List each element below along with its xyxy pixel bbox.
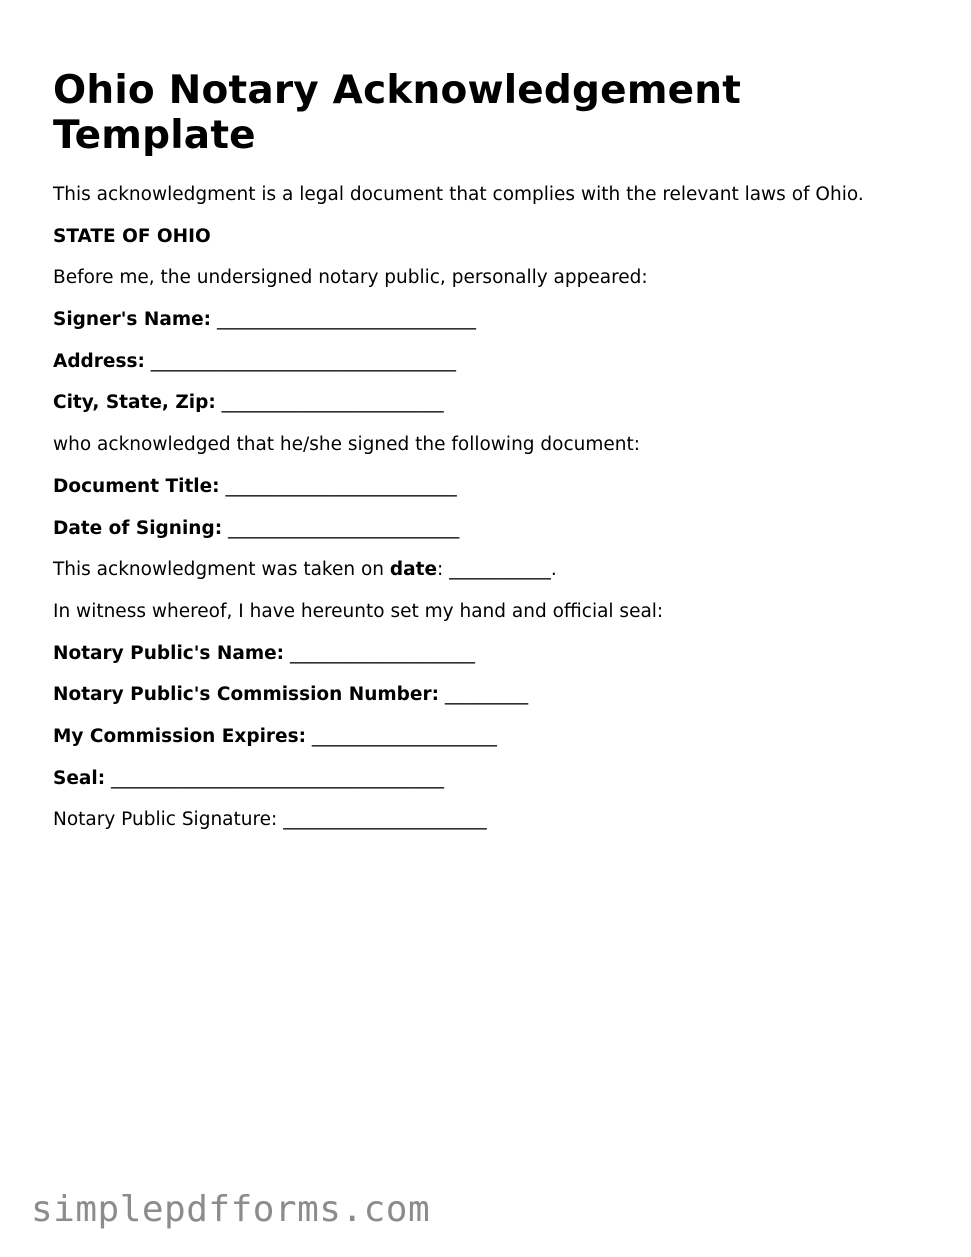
document-title-blank: _________________________: [225, 475, 457, 497]
notary-name-blank: ____________________: [289, 642, 475, 664]
commission-expires-field: [53, 726, 933, 768]
taken-on-date-word: date: [389, 559, 438, 581]
witness-text: In witness whereof, I have hereunto set my hand and official seal:: [53, 600, 664, 622]
address-blank: _________________________________: [150, 350, 457, 372]
date-of-signing-field: [53, 518, 933, 560]
acknowledged-text: who acknowledged that he/she signed the following document:: [53, 434, 640, 456]
signer-name-field: [53, 309, 933, 351]
signer-name-label: Signer's Name:: [53, 309, 212, 331]
taken-on-text: [53, 559, 933, 601]
date-of-signing-blank: _________________________: [228, 517, 460, 539]
signature-label: Notary Public Signature:: [53, 809, 278, 831]
city-state-zip-label: City, State, Zip:: [53, 392, 216, 414]
document-page: [53, 68, 933, 851]
address-field: [53, 351, 933, 393]
taken-on-suffix: : ___________.: [437, 559, 557, 581]
seal-field: [53, 768, 933, 810]
commission-number-field: [53, 684, 933, 726]
watermark-text: simplepdfforms.com: [31, 1189, 431, 1230]
signature-blank: ______________________: [283, 809, 487, 831]
date-of-signing-label: Date of Signing:: [53, 517, 223, 539]
before-me-text: Before me, the undersigned notary public, personally appeared:: [53, 267, 648, 289]
city-state-zip-blank: ________________________: [221, 392, 444, 414]
notary-name-label: Notary Public's Name:: [53, 642, 285, 664]
seal-blank: ____________________________________: [111, 767, 444, 789]
commission-expires-label: My Commission Expires:: [53, 725, 307, 747]
address-label: Address:: [53, 350, 145, 372]
document-title-field: [53, 476, 933, 518]
state-heading: STATE OF OHIO: [53, 225, 211, 247]
document-title-label: Document Title:: [53, 475, 220, 497]
signature-field: [53, 809, 933, 851]
signer-name-blank: ____________________________: [216, 309, 476, 331]
seal-label: Seal:: [53, 767, 106, 789]
commission-number-label: Notary Public's Commission Number:: [53, 684, 439, 706]
commission-expires-blank: ____________________: [311, 725, 497, 747]
notary-name-field: [53, 643, 933, 685]
document-title: Ohio Notary Acknowledgement Template: [53, 68, 742, 158]
taken-on-prefix: This acknowledgment was taken on: [53, 559, 390, 581]
commission-number-blank: _________: [444, 684, 529, 706]
intro-text: This acknowledgment is a legal document that complies with the relevant laws of Ohio.: [53, 184, 864, 205]
city-state-zip-field: [53, 392, 933, 434]
